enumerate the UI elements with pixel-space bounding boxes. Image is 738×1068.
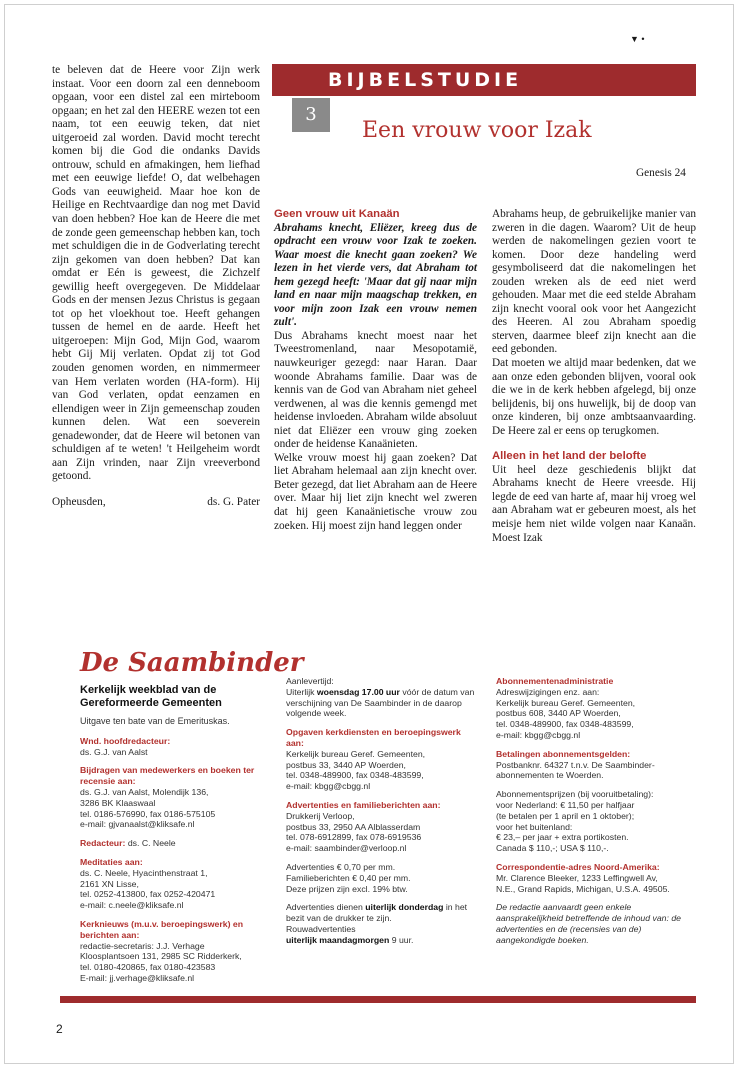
subscriptions-heading: Abonnementenadministratie — [496, 676, 614, 686]
colophon-subtitle: Kerkelijk weekblad van de Gereformeerde Gemeenten — [80, 684, 222, 709]
services-line: postbus 33, 3440 AP Woerden, — [286, 759, 406, 770]
saambinder-logo: De Saambinder — [80, 648, 304, 678]
col2-intro: Abrahams knecht, Eliëzer, kreeg dus de opdracht een vrouw voor Izak te zoeken. Waar moest die knecht gaan zoeken? We lezen in het vierde vers, dat Abraham tot hem gezegd heeft: 'Maar dat gij naar mijn land en naar mijn maagschap trekken, en voor mijn zoon Izak een vrouw nemen zult'. — [274, 221, 477, 329]
mourning-ads: Rouwadvertenties — [286, 923, 356, 934]
signoff-place: Opheusden, — [52, 495, 106, 508]
colophon — [60, 640, 696, 1003]
signoff — [52, 496, 260, 510]
prices-line: (te betalen per 1 april en 1 oktober); — [496, 810, 635, 821]
deadline-label: Aanlevertijd: — [286, 676, 334, 686]
col3-heading: Alleen in het land der belofte — [492, 450, 647, 463]
subscriptions-email[interactable]: e-mail: kbgg@cbgg.nl — [496, 729, 581, 740]
redacteur-name: ds. C. Neele — [127, 838, 176, 849]
ad-price-note: Deze prijzen zijn excl. 19% btw. — [286, 883, 408, 894]
ads-line: tel. 078-6912899, fax 078-6919536 — [286, 832, 422, 843]
ads-line: postbus 33, 2950 AA Alblasserdam — [286, 821, 421, 832]
services-email[interactable]: e-mail: kbgg@cbgg.nl — [286, 781, 371, 792]
deadline-bold: woensdag 17.00 uur — [316, 686, 400, 697]
col1-paragraph: te beleven dat de Heere voor Zijn werk instaat. Voor een doorn zal een denneboom opgaan, voor een distel zal een mirteboom opgaan; en het zal den HEERE wezen tot een naam, tot een eeuwig teken, dat niet uitgeroeid zal worden. David mocht terecht komen bij die God die ondanks Davids ontrouw, schuld en afmakingen, hem liefhad met een eeuwige liefde! O, dat welbehagen Gods van eeuwigheid. Maar hoe kon de Heilige en Rechtvaardige dan nog met David van doen hebben? Hoe kan de Heere die met de zonde geen gemeenschap hebben kan, toch met schuldigen die in de Godverlating terecht zijn gekomen van doen hebben? Dat kan omdat er Eén is geweest, die Zichzelf gewillig heeft overgegeven. De Middelaar Gods en der mensen Jezus Christus is gegaan tot op het vloekhout toe. Heeft gehangen tussen de hemel en de aarde. Heeft het uitgeroepen: Mijn God, Mijn God, waarom hebt Gij Mij verlaten. Opdat zij tot God zouden genomen worden, en nimmermeer van Hem verlaten worden (HA-form). Hij van God verlaten, opdat eenzamen en ellendigen weer in Zijn gemeenschap zouden kunnen delen. Wat een soeverein genadewonder, dat de Heere wil betonen van schuldigen af te weten! 't Heilgeheim wordt aan Zijn vrinden, naar Zijn vreeverbond getoond. — [52, 64, 260, 483]
ad-price: Familieberichten € 0,40 per mm. — [286, 872, 411, 883]
payments-heading: Betalingen abonnementsgelden: — [496, 748, 631, 759]
disclaimer: De redactie aanvaardt geen enkele aansprakelijkheid betreffende de inhoud van: de advertenties en de (recensies van de) aangekondigde boeken. — [496, 902, 681, 945]
services-line: tel. 0348-489900, fax 0348-483599, — [286, 770, 424, 781]
meditations-heading: Meditaties aan: — [80, 856, 143, 867]
mourning-deadline — [286, 935, 480, 946]
contributions-line: 3286 BK Klaaswaal — [80, 797, 156, 808]
column-left — [52, 64, 260, 510]
church-news-line: redactie-secretaris: J.J. Verhage — [80, 940, 205, 951]
meditations-line: ds. C. Neele, Hyacinthenstraat 1, — [80, 867, 208, 878]
ad-deadline-bold: uiterlijk donderdag — [365, 902, 444, 913]
article-title: Een vrouw voor Izak — [362, 118, 592, 143]
mourning-deadline-post: 9 uur. — [389, 934, 414, 945]
services-heading: Opgaven kerkdiensten en beroepingswerk aan: — [286, 727, 461, 748]
ad-deadline-pre: Advertenties dienen — [286, 902, 366, 913]
page-number: 2 — [56, 1022, 63, 1036]
contributions-line: tel. 0186-576990, fax 0186-575105 — [80, 808, 216, 819]
registration-marks: ▼ • — [630, 34, 645, 44]
contributions-email[interactable]: e-mail: gjvanaalst@kliksafe.nl — [80, 819, 195, 830]
deadline-text — [286, 687, 480, 719]
col2-heading: Geen vrouw uit Kanaän — [274, 208, 400, 220]
services-line: Kerkelijk bureau Geref. Gemeenten, — [286, 748, 426, 759]
section-banner: BIJBELSTUDIE — [272, 64, 696, 96]
deadline-post: vóór de datum van verschijning van De Saambinder in de daarop volgende week. — [286, 686, 475, 719]
subscriptions-line: tel. 0348-489900, fax 0348-483599, — [496, 719, 634, 730]
ad-deadline-post: in het bezit van de drukker te zijn. — [286, 902, 468, 924]
mourning-deadline-bold: uiterlijk maandagmorgen — [286, 934, 390, 945]
na-address-heading: Correspondentie-adres Noord-Amerika: — [496, 861, 660, 872]
prices-line: € 23,– per jaar + extra portikosten. — [496, 832, 629, 843]
col3-paragraph-3: Uit heel deze geschiedenis blijkt dat Abrahams knecht de Heere vreesde. Hij legde de eed van harte af, maar hij vroeg wel aan Abraham wat er gebeuren moest, als het meisje hem niet wilde volgen naar Kanaän. Moest Izak — [492, 463, 696, 544]
signoff-author: ds. G. Pater — [207, 495, 260, 508]
col3-paragraph-1: Abrahams heup, de gebruikelijke manier van zweren in die dagen. Waarom? Uit de heup werden de nakomelingen gezien voort te komen. Door deze handeling werd gesymboliseerd dat die nakomelingen het zouden wreken als de eed niet werd gehouden. Maar met die eed stelde Abraham zijn knecht vooral ook voor het Aangezicht des Heeren. Al zou Abraham spoedig sterven, daarmee bleef zijn knecht aan die eed gebonden. — [492, 208, 696, 356]
subscriptions-line: Adreswijzigingen enz. aan: — [496, 686, 600, 697]
meditations-line: tel. 0252-413800, fax 0252-420471 — [80, 889, 216, 900]
ads-email[interactable]: e-mail: saambinder@verloop.nl — [286, 843, 407, 854]
ads-heading: Advertenties en familieberichten aan: — [286, 799, 441, 810]
payments-line: Postbanknr. 64327 t.n.v. De Saambinder- — [496, 759, 655, 770]
column-middle — [274, 208, 477, 533]
deadline-pre: Uiterlijk — [286, 686, 317, 697]
prices-line: voor Nederland: € 11,50 per halfjaar — [496, 799, 635, 810]
church-news-line: tel. 0180-420865, fax 0180-423583 — [80, 962, 216, 973]
prices-line: voor het buitenland: — [496, 821, 573, 832]
column-right — [492, 208, 696, 545]
contributions-line: ds. G.J. van Aalst, Molendijk 136, — [80, 786, 209, 797]
church-news-heading: Kerknieuws (m.u.v. beroepingswerk) en berichten aan: — [80, 918, 244, 940]
colophon-column-1 — [80, 684, 276, 992]
church-news-line: Kloosplantsoen 131, 2985 SC Ridderkerk, — [80, 951, 242, 962]
col3-paragraph-2: Dat moeten we altijd maar bedenken, dat we aan onze eden gebonden blijven, vooral ook die we in de kerk hebben afgelegd, bij onze belijdenis, bij ons huwelijk, bij de doop van onze kinderen, bij onze ambtsaanvaarding. De Heere zal er eens op terugkomen. — [492, 357, 696, 437]
contributions-heading: Bijdragen van medewerkers en boeken ter recensie aan: — [80, 765, 255, 787]
redacteur-heading: Redacteur: — [80, 838, 126, 849]
col2-paragraph-2: Welke vrouw moest hij gaan zoeken? Dat liet Abraham helemaal aan zijn knecht over. Beter gezegd, dat liet Abraham aan de Heere over. Maar hij liet zijn knecht wel zweren dat hij geen Kanaänietische vrouw zou zoeken. Hij moest zijn hand leggen onder — [274, 451, 477, 532]
subscriptions-line: Kerkelijk bureau Geref. Gemeenten, — [496, 697, 636, 708]
church-news-email[interactable]: E-mail: jj.verhage@kliksafe.nl — [80, 972, 195, 983]
editor-name: ds. G.J. van Aalst — [80, 746, 148, 757]
subscriptions-line: postbus 608, 3440 AP Woerden, — [496, 708, 621, 719]
na-address-line: Mr. Clarence Bleeker, 1233 Leffingwell Av, — [496, 872, 658, 883]
colophon-column-3 — [496, 676, 696, 954]
ad-price: Advertenties € 0,70 per mm. — [286, 861, 396, 872]
colophon-column-2 — [286, 676, 480, 954]
meditations-email[interactable]: e-mail: c.neele@kliksafe.nl — [80, 900, 184, 911]
ads-line: Drukkerij Verloop, — [286, 810, 355, 821]
meditations-line: 2161 XN Lisse, — [80, 878, 139, 889]
col2-paragraph-1: Dus Abrahams knecht moest naar het Tweestromenland, naar Mesopotamië, nauwkeuriger gezegd: naar Haran. Daar woonde Abrahams familie. Daar was de kennis van de God van Abraham niet geheel verdwenen, al was die kennis gemengd met heidense invloeden. Abraham wilde absoluut niet dat Eliëzer een vrouw ging zoeken onder de heidense Kanaänieten. — [274, 329, 477, 451]
editor-heading: Wnd. hoofdredacteur: — [80, 735, 171, 746]
payments-line: abonnementen te Woerden. — [496, 770, 604, 781]
prices-line: Abonnementsprijzen (bij vooruitbetaling): — [496, 789, 654, 800]
bible-reference: Genesis 24 — [636, 167, 686, 179]
na-address-line: N.E., Grand Rapids, Michigan, U.S.A. 49505. — [496, 883, 670, 894]
prices-line: Canada $ 110,-; USA $ 110,-. — [496, 843, 609, 854]
ad-deadline — [286, 902, 480, 924]
lesson-number: 3 — [292, 98, 330, 132]
colophon-subtitle-2: Uitgave ten bate van de Emerituskas. — [80, 716, 230, 726]
